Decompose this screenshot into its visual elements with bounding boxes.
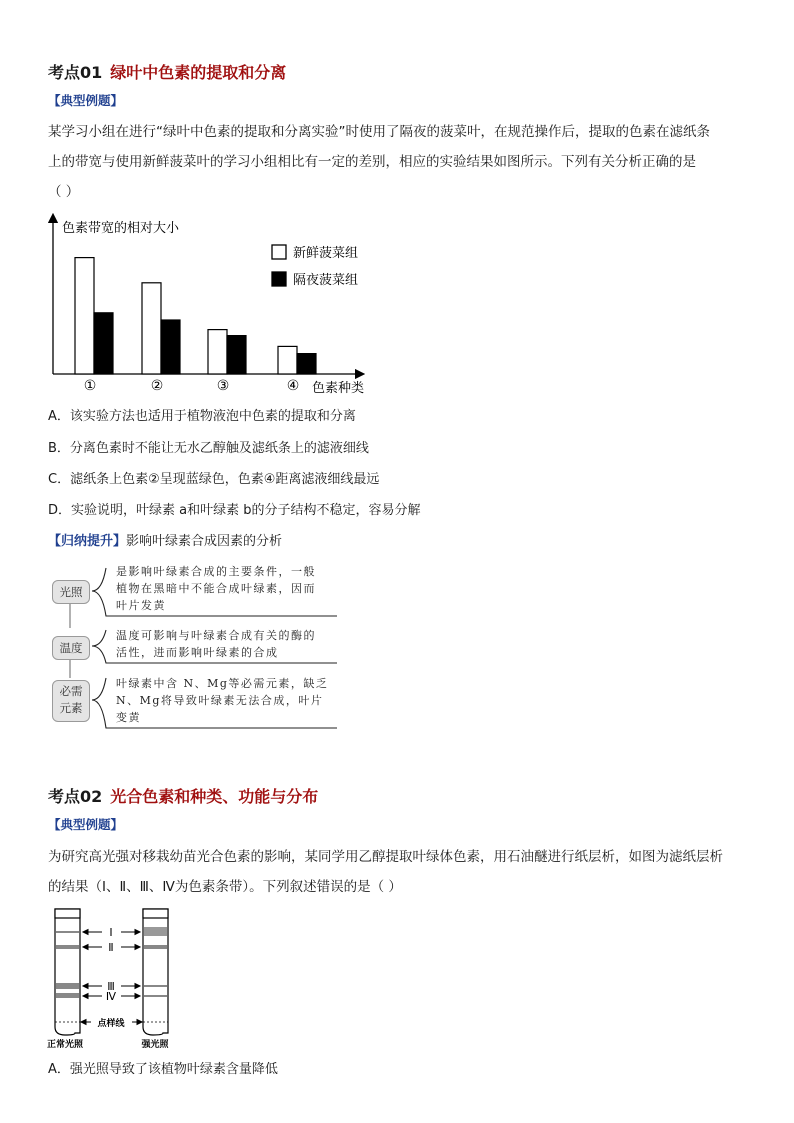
bar-overnight-3	[227, 336, 246, 374]
section2-tag: 【典型例题】	[48, 817, 124, 832]
factor-text-temperature: 温度可影响与叶绿素合成有关的酶的 活性，进而影响叶绿素的合成	[116, 629, 316, 659]
question-line: 上的带宽与使用新鲜菠菜叶的学习小组相比有一定的差别，相应的实验结果如图所示。下列有关分析正确的是	[48, 154, 696, 170]
band-label-3: Ⅲ	[107, 981, 115, 993]
section2-option-a: A．强光照导致了该植物叶绿素含量降低	[48, 1062, 278, 1077]
legend-label-fresh: 新鲜菠菜组	[293, 245, 359, 260]
factor-node-light: 光照	[52, 580, 90, 604]
factor-node-elements: 必需 元素	[52, 680, 90, 722]
legend-swatch-overnight	[272, 272, 286, 286]
section2-number: 考点02	[48, 787, 103, 806]
strip-strong-light	[143, 909, 168, 1035]
question-line: 的结果（Ⅰ、Ⅱ、Ⅲ、Ⅳ为色素条带）。下列叙述错误的是（ ）	[48, 879, 402, 895]
bar-fresh-3	[208, 330, 227, 374]
bar-overnight-4	[297, 354, 316, 374]
summary-heading	[48, 530, 282, 549]
chromatography-figure	[45, 905, 195, 1053]
bar-fresh-2	[142, 283, 161, 374]
legend-swatch-fresh	[272, 245, 286, 259]
bar-fresh-1	[75, 258, 94, 374]
option-a: A．该实验方法也适用于植物液泡中色素的提取和分离	[48, 409, 356, 424]
legend-label-overnight: 隔夜菠菜组	[293, 272, 359, 287]
section1-heading	[48, 60, 286, 83]
section1-tag: 【典型例题】	[48, 93, 124, 108]
section2-heading	[48, 784, 318, 807]
factor-text-light: 是影响叶绿素合成的主要条件，一般 植物在黑暗中不能合成叶绿素，因而 叶片发黄	[116, 565, 316, 612]
x-tick-label-1: ①	[83, 378, 97, 394]
question-line: 为研究高光强对移栽幼苗光合色素的影响，某同学用乙醇提取叶绿体色素，用石油醚进行纸层析，如图为滤纸层析	[48, 849, 723, 865]
x-tick-label-3: ③	[216, 378, 230, 394]
option-d: D．实验说明，叶绿素 a和叶绿素 b的分子结构不稳定，容易分解	[48, 503, 421, 518]
option-b: B．分离色素时不能让无水乙醇触及滤纸条上的滤液细线	[48, 441, 369, 456]
strip-normal-light	[55, 909, 80, 1035]
bar-overnight-2	[161, 320, 180, 374]
x-tick-label-2: ②	[150, 378, 164, 394]
origin-line-label: 点样线	[97, 1018, 125, 1028]
strong-light-label: 强光照	[141, 1039, 169, 1049]
x-tick-label-4: ④	[286, 378, 300, 394]
factor-node-temperature: 温度	[52, 636, 90, 660]
band-label-2: Ⅱ	[108, 942, 114, 954]
pigment-bar-chart	[40, 212, 380, 398]
section2-question	[48, 842, 723, 902]
section2-title: 光合色素和种类、功能与分布	[110, 787, 319, 806]
x-axis-label: 色素种类	[312, 380, 365, 395]
normal-light-label: 正常光照	[46, 1039, 84, 1049]
factor-text-elements: 叶绿素中含 N、Mg等必需元素，缺乏 N、Mg将导致叶绿素无法合成，叶片 变黄	[116, 677, 329, 724]
band-label-1: Ⅰ	[109, 927, 113, 939]
section1-title: 绿叶中色素的提取和分离	[110, 63, 287, 82]
section1-number: 考点01	[48, 63, 103, 82]
bar-fresh-4	[278, 346, 297, 374]
section1-question	[48, 117, 710, 207]
band-label-4: Ⅳ	[105, 991, 117, 1003]
question-line: 某学习小组在进行“绿叶中色素的提取和分离实验”时使用了隔夜的菠菜叶，在规范操作后，提取的色素在滤纸条	[48, 124, 710, 140]
bar-overnight-1	[94, 313, 113, 374]
chlorophyll-factor-diagram	[50, 560, 350, 735]
summary-text: 影响叶绿素合成因素的分析	[126, 534, 283, 549]
y-axis-label: 色素带宽的相对大小	[62, 220, 180, 235]
question-line: （ ）	[48, 184, 80, 200]
option-c: C．滤纸条上色素②呈现蓝绿色，色素④距离滤液细线最远	[48, 472, 380, 487]
summary-tag: 【归纳提升】	[48, 534, 127, 549]
